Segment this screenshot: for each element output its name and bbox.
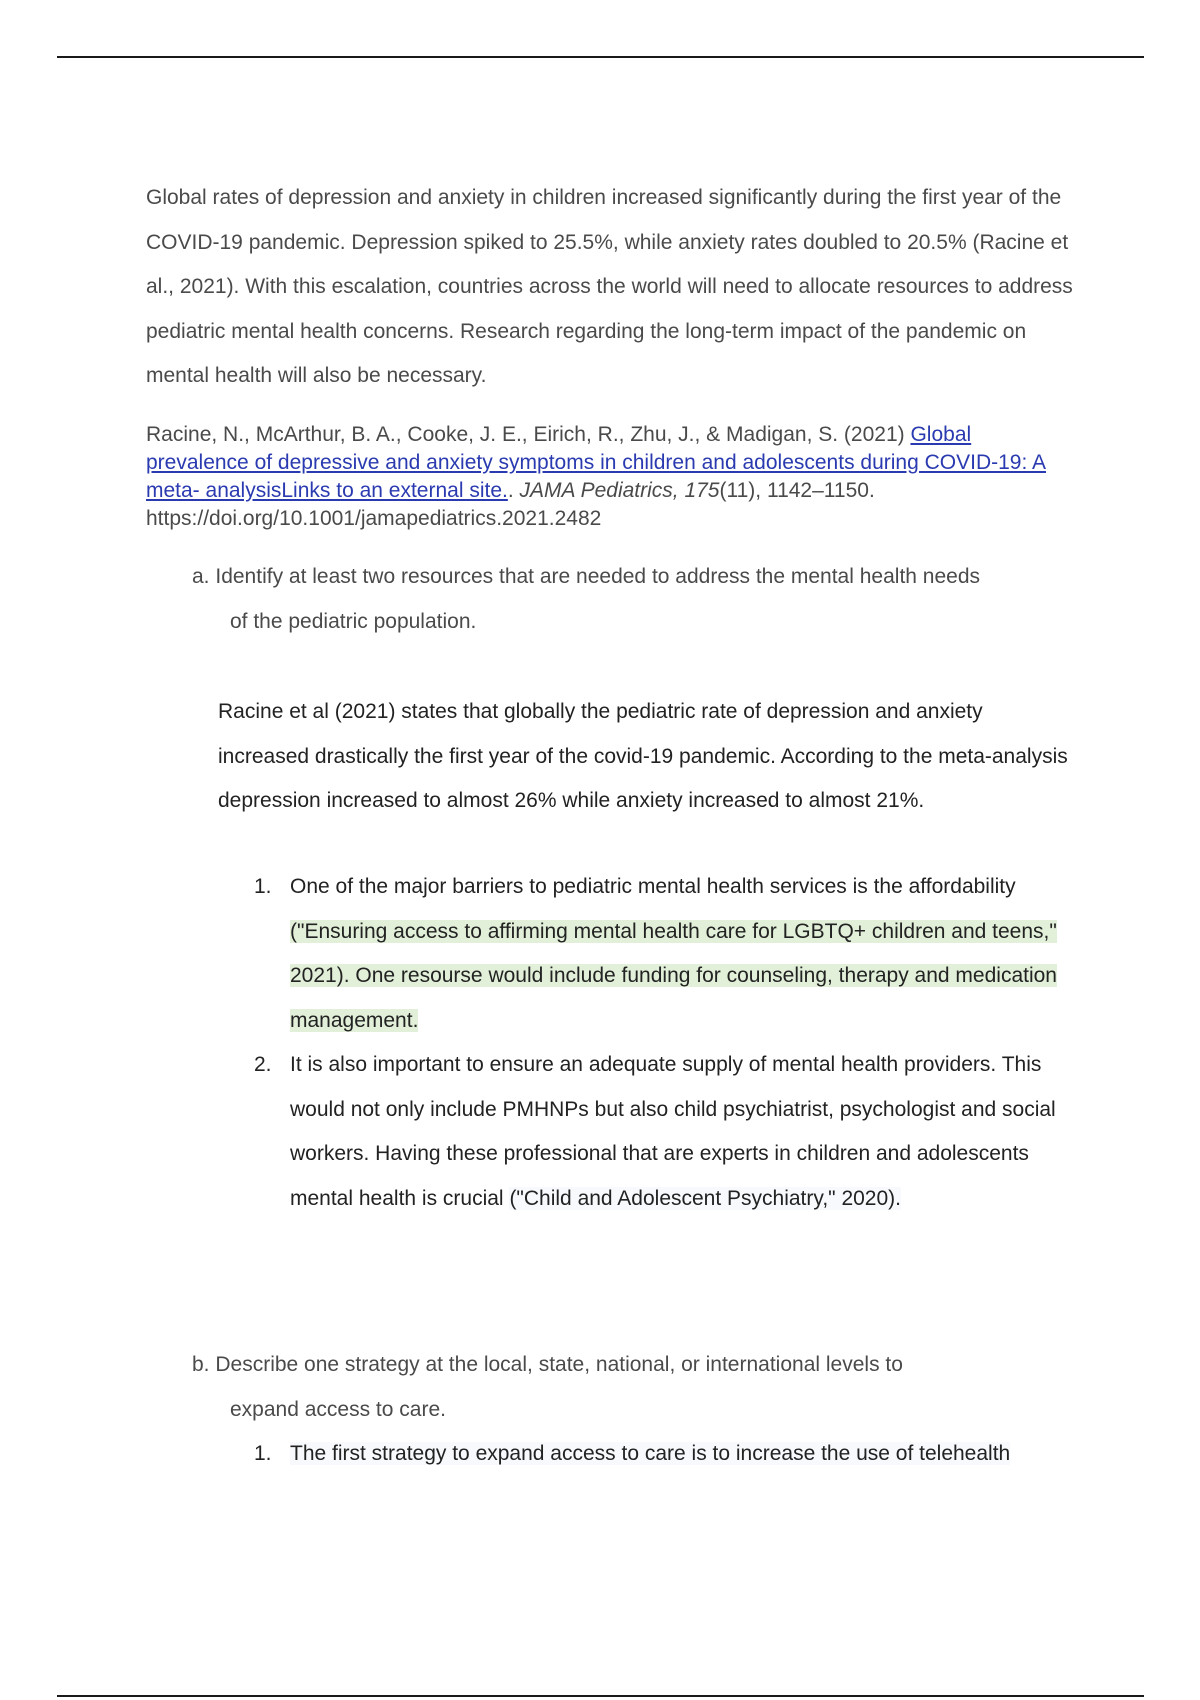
question-a <box>192 555 1072 644</box>
footer-rule <box>57 1695 1144 1697</box>
intro-text: Global rates of depression and anxiety in children increased significantly during the first year of the COVID-19 pandemic. Depression spiked to 25.5%, while anxiety rates doubled to 20.5% (Racine et al., 2021). With this escalation, countries across the world will need to allocate resources to address pediatric mental health concerns. Research regarding the long-term impact of the pandemic on mental health will also be necessary. <box>146 186 1073 387</box>
list-item-number: 1. <box>254 1442 272 1465</box>
reference-issue-pages: (11), 1142–1150. https://doi.org/10.1001/jamapediatrics.2021.2482 <box>146 479 875 530</box>
list-item-text: It is also important to ensure an adequate supply of mental health providers. This would not only include PMHNPs but also child psychiatrist, psychologist and social workers. Having these professional that are experts in children and adolescents mental health is crucial <box>290 1053 1056 1210</box>
list-item-number: 2. <box>254 1053 272 1076</box>
reference-authors: Racine, N., McArthur, B. A., Cooke, J. E., Eirich, R., Zhu, J., & Madigan, S. (2021) <box>146 423 905 446</box>
question-a-line1: Identify at least two resources that are needed to address the mental health needs <box>215 565 981 588</box>
intro-paragraph <box>146 176 1086 399</box>
citation-text: ("Child and Adolescent Psychiatry," 2020). <box>509 1186 901 1210</box>
reference-journal: JAMA Pediatrics, 175 <box>519 479 720 502</box>
question-b-marker: b. <box>192 1353 210 1376</box>
highlighted-text: ("Ensuring access to affirming mental health care for LGBTQ+ children and teens," 2021). One resourse would include funding for counseling, therapy and medication management. <box>290 919 1057 1032</box>
reference-link[interactable]: Global prevalence of depressive and anxiety symptoms in children and adolescents during COVID-19: A meta- analysisLinks to an external site. <box>146 423 1046 502</box>
list-item <box>254 1432 1094 1477</box>
list-item-number: 1. <box>254 875 272 898</box>
reference-entry <box>146 421 1046 533</box>
list-item-text: One of the major barriers to pediatric mental health services is the affordability <box>290 875 1016 898</box>
answer-a-text: Racine et al (2021) states that globally the pediatric rate of depression and anxiety increased drastically the first year of the covid-19 pandemic. According to the meta-analysis depression increased to almost 26% while anxiety increased to almost 21%. <box>218 700 1068 812</box>
question-a-marker: a. <box>192 565 210 588</box>
question-b <box>192 1343 1072 1432</box>
list-item <box>254 865 1094 1043</box>
header-rule <box>57 56 1144 58</box>
list-item-text: The first strategy to expand access to care is to increase the use of telehealth <box>290 1442 1011 1465</box>
answer-a-paragraph <box>218 690 1078 824</box>
resources-list <box>254 865 1094 1221</box>
question-a-line2: of the pediatric population. <box>230 609 477 633</box>
question-b-line1: Describe one strategy at the local, state, national, or international levels to <box>215 1353 903 1376</box>
question-b-line2: expand access to care. <box>230 1397 446 1421</box>
list-item <box>254 1043 1094 1221</box>
reference-period: . <box>507 479 520 502</box>
strategies-list <box>254 1432 1094 1477</box>
